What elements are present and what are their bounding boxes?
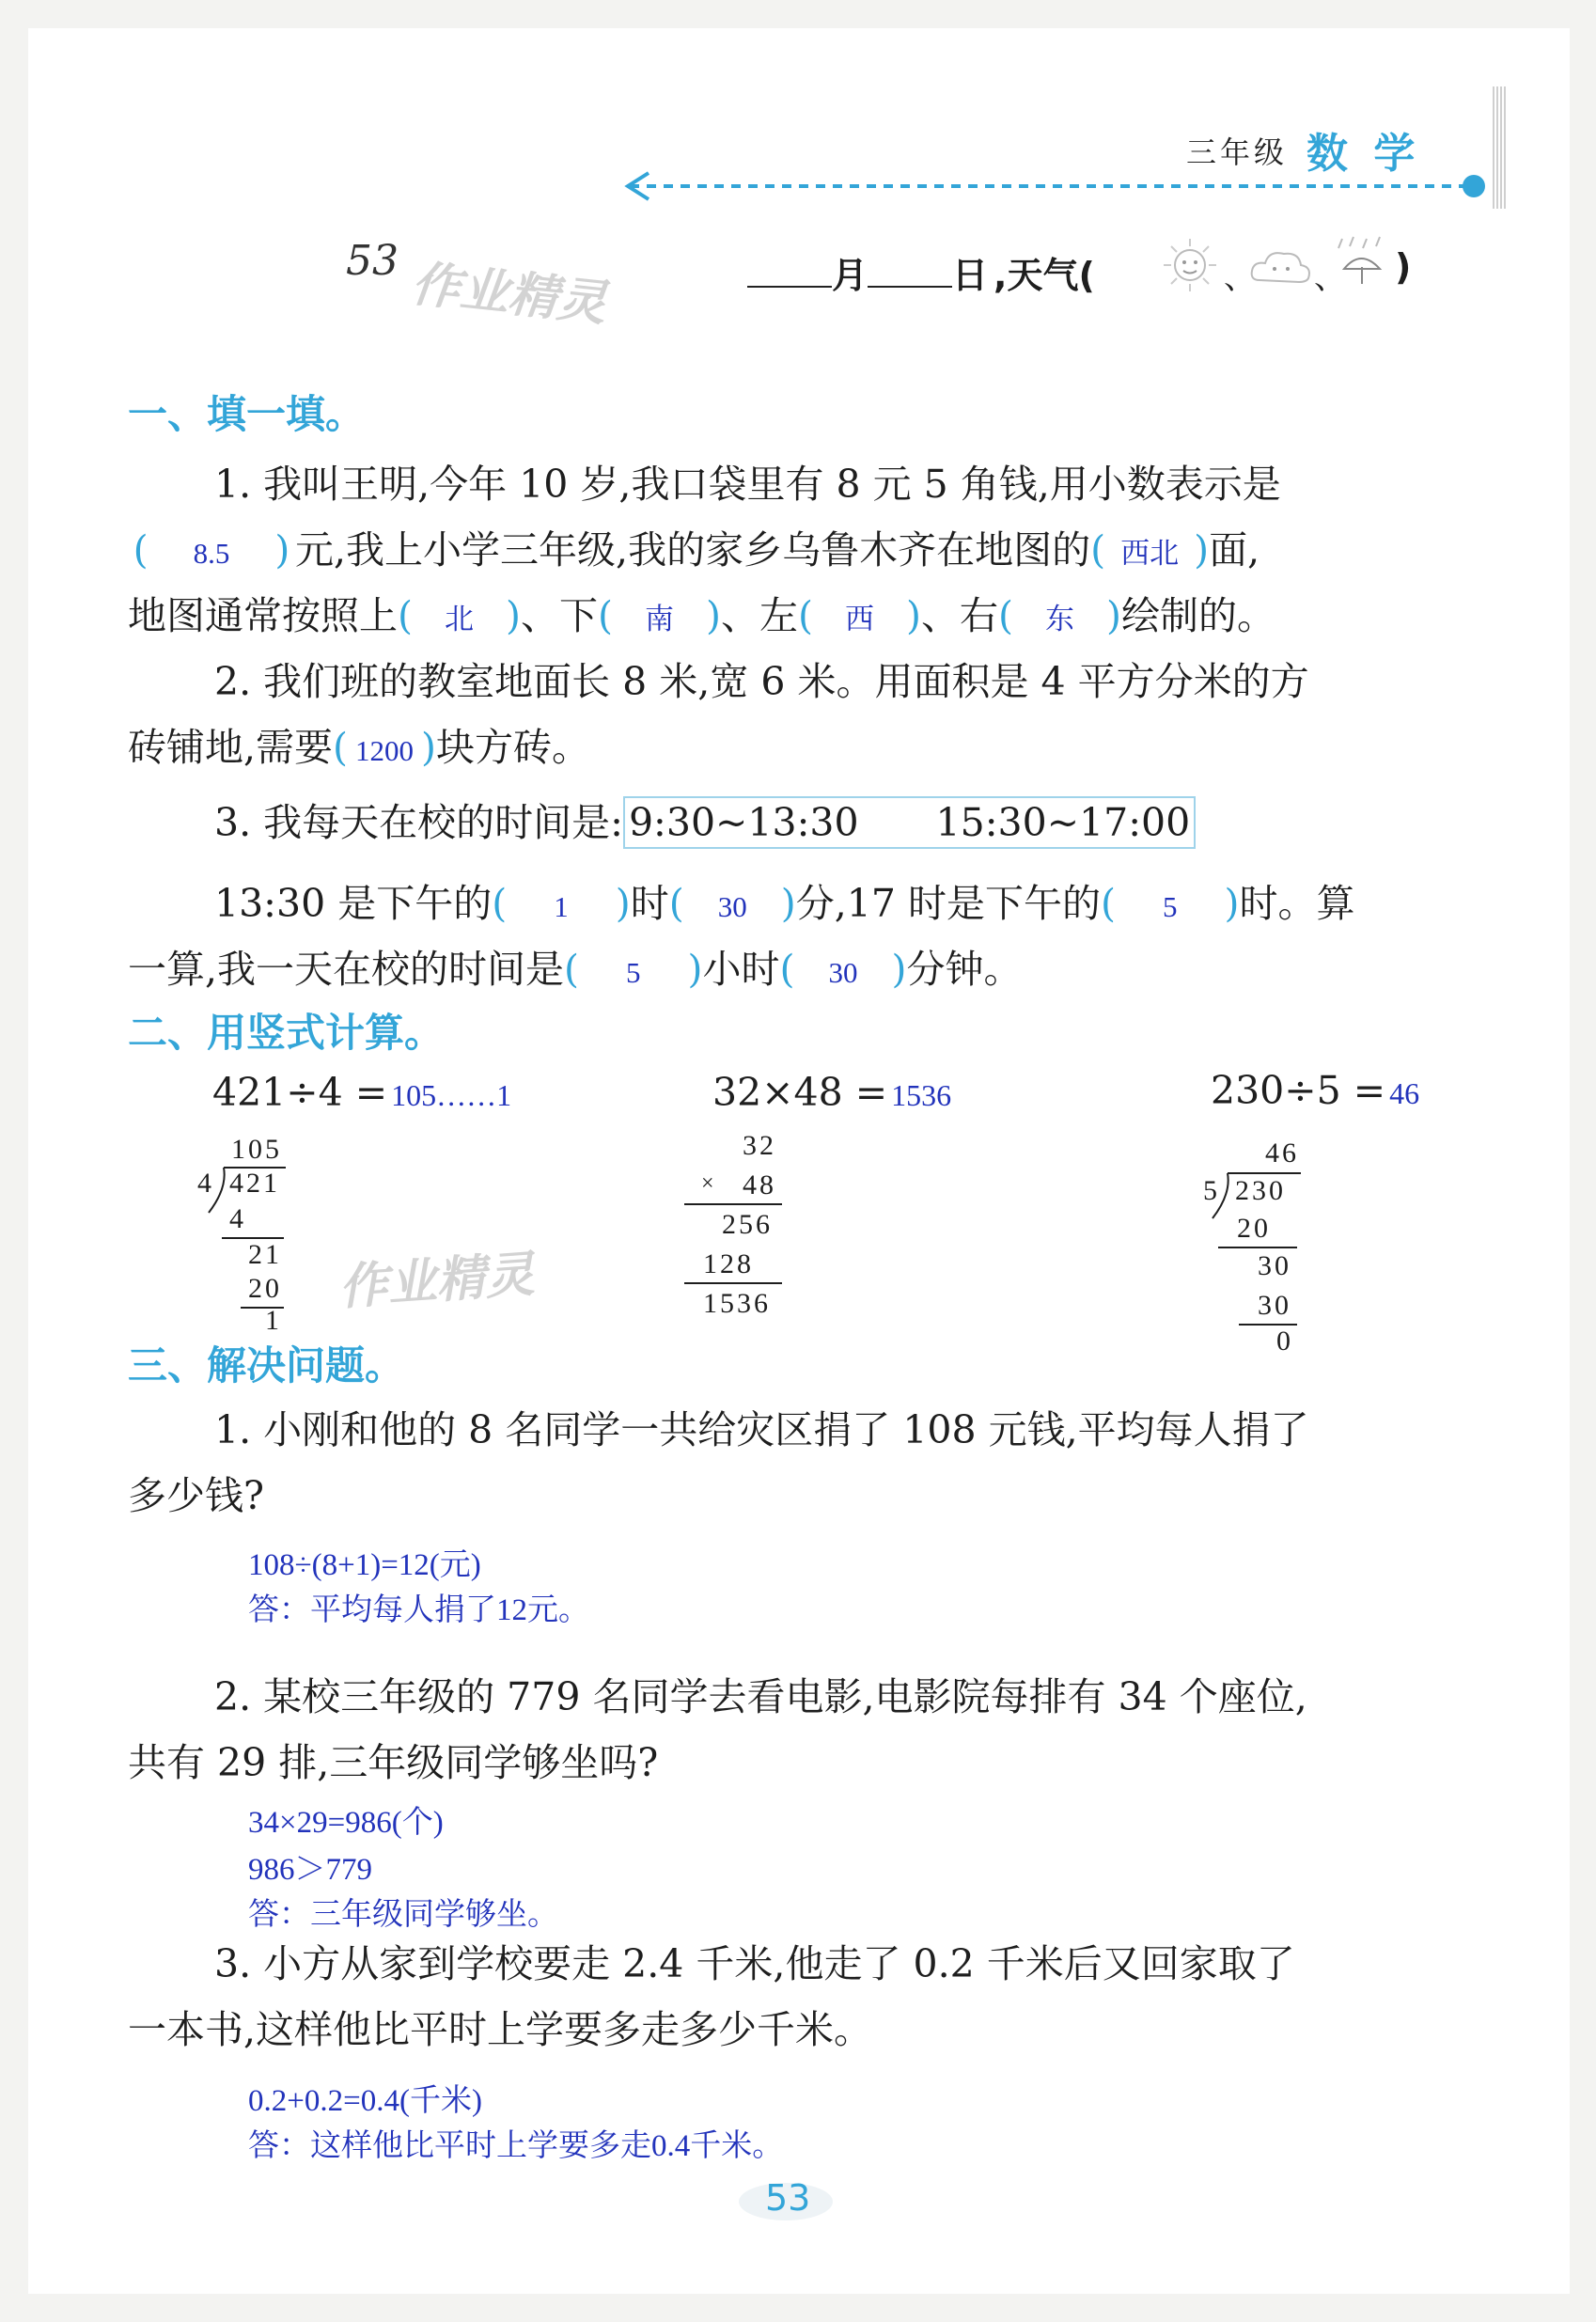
div1-remainder: 1	[265, 1305, 282, 1336]
q2-line2: 砖铺地,需要( 1200 )块方砖。	[128, 725, 591, 770]
footer-page-number: 53	[765, 2177, 811, 2219]
div1-step2: 21	[248, 1239, 282, 1270]
weather-label: ,天气(	[994, 255, 1095, 296]
p3-q3-answer: 答：这样他比平时上学要多走0.4千米。	[248, 2129, 784, 2163]
p3-q1-answer: 答：平均每人捐了12元。	[248, 1593, 589, 1627]
calc3-answer: 46	[1389, 1076, 1420, 1110]
answer-north: 北	[445, 603, 474, 635]
mul-partial2: 128	[703, 1248, 754, 1279]
p3-q2-line1: 2. 某校三年级的 779 名同学去看电影,电影院每排有 34 个座位,	[214, 1674, 1307, 1719]
q3-line2: 13:30 是下午的( 1 )时( 30 )分,17 时是下午的( 5 )时。算	[214, 881, 1355, 926]
div3-line1	[1218, 1247, 1297, 1248]
mul-op: ×	[701, 1171, 717, 1196]
mul-line1	[684, 1203, 782, 1205]
page-number-italic: 53	[346, 237, 399, 285]
div1-divisor: 4	[197, 1168, 214, 1199]
watermark-top: 作业精灵	[408, 256, 610, 333]
section-fill-title: 一、填一填。	[128, 391, 366, 437]
q1-line3: 地图通常按照上( 北 )、下( 南 )、左( 西 )、右( 东 )绘制的。	[128, 593, 1275, 638]
p3-q2-compare: 986＞779	[248, 1853, 372, 1887]
div1-step3: 20	[248, 1273, 282, 1304]
weather-close-paren: )	[1395, 246, 1412, 288]
answer-1-hour: 1	[554, 890, 569, 923]
q3-line1: 3. 我每天在校的时间是: 9:30~13:30 15:30~17:00	[214, 792, 1196, 847]
p3-q2-line2: 共有 29 排,三年级同学够坐吗?	[128, 1740, 659, 1785]
calc1-expr: 421÷4 = 105……1	[212, 1070, 512, 1115]
mul-top: 32	[743, 1130, 776, 1161]
rain-umbrella-icon	[1335, 235, 1391, 291]
section-problems-title: 三、解决问题。	[128, 1342, 405, 1388]
div3-remainder: 0	[1276, 1326, 1293, 1357]
calc2-expr: 32×48 = 1536	[712, 1070, 952, 1115]
p3-q3-line2: 一本书,这样他比平时上学要多走多少千米。	[128, 2007, 873, 2052]
mul-bottom: 48	[743, 1169, 776, 1200]
div3-dividend: 230	[1235, 1175, 1286, 1206]
sun-icon	[1162, 237, 1218, 293]
p3-q2-work: 34×29=986(个)	[248, 1806, 444, 1840]
watermark-middle: 作业精灵	[336, 1246, 537, 1317]
subject-label: 数 学	[1307, 130, 1421, 178]
q3-line3: 一算,我一天在校的时间是( 5 )小时( 30 )分钟。	[128, 947, 1023, 992]
div1-dividend: 421	[229, 1168, 280, 1199]
div3-step1: 20	[1237, 1213, 1271, 1244]
edge-stripes	[1493, 86, 1506, 209]
div3-quotient: 46	[1265, 1137, 1299, 1169]
p3-q1-line1: 1. 小刚和他的 8 名同学一共给灾区捐了 108 元钱,平均每人捐了	[214, 1407, 1309, 1452]
calc3-expr: 230÷5 = 46	[1211, 1068, 1420, 1113]
answer-northwest: 西北	[1120, 537, 1180, 570]
answer-30-min: 30	[828, 956, 858, 989]
mul-sum: 1536	[703, 1288, 771, 1319]
header-arrow-line	[611, 169, 1504, 207]
weather-separator-2: 、	[1314, 259, 1346, 297]
answer-5-oclock: 5	[1162, 890, 1178, 923]
mul-partial1: 256	[722, 1209, 773, 1240]
cloud-icon	[1248, 243, 1314, 290]
answer-5-hours: 5	[626, 956, 641, 989]
answer-8.5: 8.5	[193, 537, 230, 570]
p3-q1-line2: 多少钱?	[128, 1473, 264, 1518]
div1-step1: 4	[229, 1203, 246, 1234]
p3-q1-work: 108÷(8+1)=12(元)	[248, 1548, 481, 1582]
calc2-answer: 1536	[891, 1078, 952, 1112]
calc1-answer: 105……1	[391, 1078, 512, 1112]
day-label: 日	[952, 255, 989, 296]
div3-divisor: 5	[1203, 1175, 1220, 1206]
q2-line1: 2. 我们班的教室地面长 8 米,宽 6 米。用面积是 4 平方分米的方	[214, 659, 1309, 704]
answer-south: 南	[645, 603, 674, 635]
q1-line2: ( 8.5 ) 元,我上小学三年级,我的家乡乌鲁木齐在地图的( 西北 )面,	[133, 527, 1260, 573]
div3-step3: 30	[1258, 1290, 1291, 1321]
answer-30-minutes: 30	[717, 890, 747, 923]
div3-step2: 30	[1258, 1250, 1291, 1281]
answer-1200: 1200	[355, 734, 415, 767]
weather-separator: 、	[1224, 259, 1256, 297]
p3-q3-line1: 3. 小方从家到学校要走 2.4 千米,他走了 0.2 千米后又回家取了	[214, 1941, 1295, 1986]
section-vertical-calc-title: 二、用竖式计算。	[128, 1010, 445, 1056]
mul-line2	[684, 1282, 782, 1284]
q1-line1: 1. 我叫王明,今年 10 岁,我口袋里有 8 元 5 角钱,用小数表示是	[214, 462, 1281, 507]
date-weather-line	[747, 246, 1095, 298]
grade-label: 三年级	[1186, 134, 1289, 170]
p3-q2-answer: 答：三年级同学够坐。	[248, 1898, 558, 1932]
month-label: 月	[832, 255, 868, 296]
answer-west: 西	[845, 603, 874, 635]
div1-quotient: 105	[231, 1134, 282, 1165]
schedule-box: 9:30~13:30 15:30~17:00	[623, 796, 1196, 849]
answer-east: 东	[1045, 603, 1074, 635]
p3-q3-work: 0.2+0.2=0.4(千米)	[248, 2084, 482, 2118]
